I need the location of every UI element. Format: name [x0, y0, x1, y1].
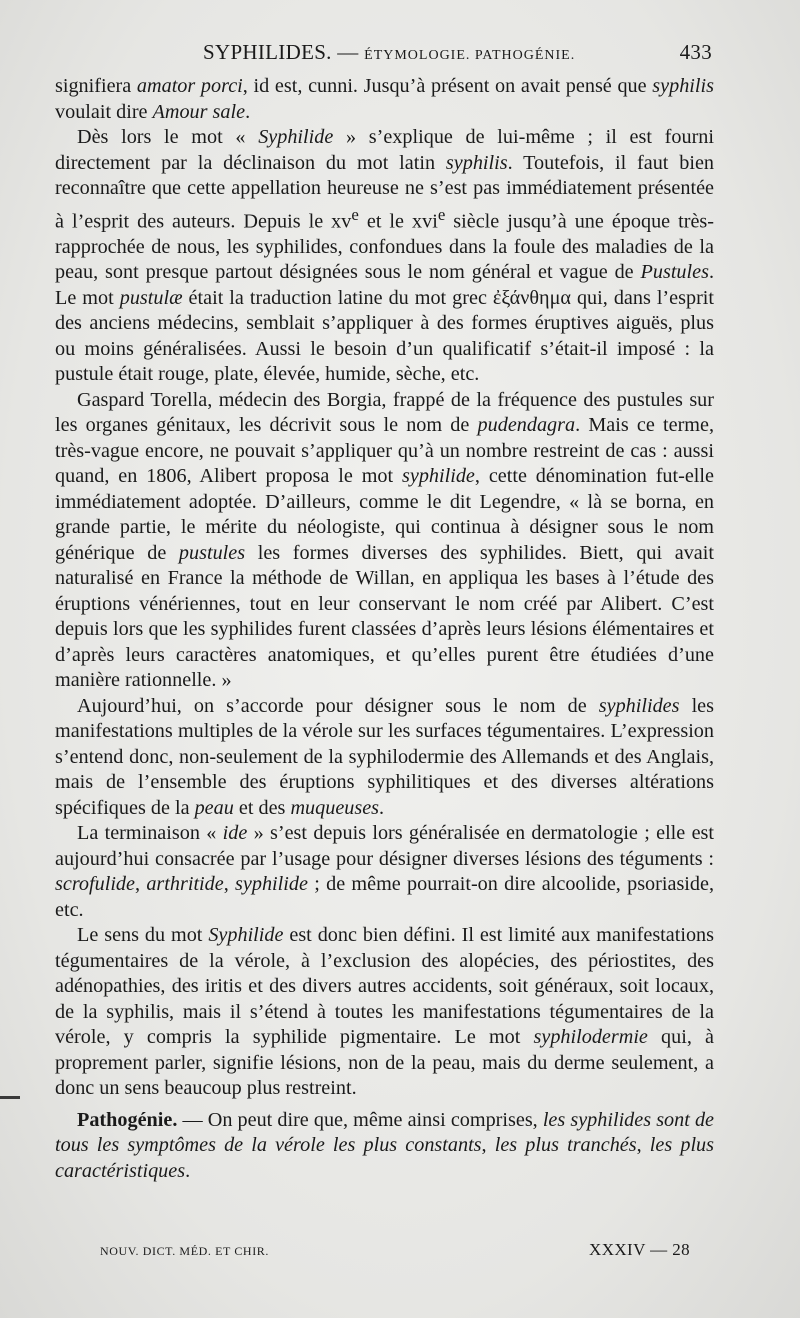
running-title-sub: ÉTYMOLOGIE. PATHOGÉNIE. [364, 48, 576, 63]
page-number: 433 [679, 40, 712, 64]
running-header [55, 40, 712, 70]
page-body [55, 74, 714, 1184]
margin-mark [0, 1096, 20, 1099]
paragraph: signifiera amator porci, id est, cunni. Jusqu’à présent on avait pensé que syphilis voulait dire Amour sale. [55, 75, 714, 123]
page-footer [100, 1240, 690, 1260]
footer-signature: XXXIV — 28 [589, 1240, 690, 1259]
footer-publication: NOUV. DICT. MÉD. ET CHIR. [100, 1244, 270, 1258]
paragraph: Gaspard Torella, médecin des Borgia, frappé de la fréquence des pustules sur les organes génitaux, les décrivit sous le nom de pudendagra. Mais ce terme, très-vague encore, ne pouvait s’appliquer qu’à un nombre restreint de cas : aussi quand, en 1806, Alibert proposa le mot syphilide, cette dénomination fut-elle immédiatement adoptée. D’ailleurs, comme le dit Legendre, « là se borna, en grande partie, le mérite du néologiste, qui continua à désigner sous le nom générique de pustules les formes diverses des syphilides. Biett, qui avait naturalisé en France la méthode de Willan, en appliqua les bases à l’étude des éruptions vénériennes, tout en leur conservant le nom créé par Alibert. C’est depuis lors que les syphilides furent classées d’après leurs lésions élémentaires et d’après leurs caractères anatomiques, et qu’elles purent être étudiées d’une manière rationnelle. » [55, 388, 714, 692]
paragraph: La terminaison « ide » s’est depuis lors généralisée en dermatologie ; elle est aujourd’hui consacrée par l’usage pour désigner diverses lésions des téguments : scrofulide, arthritide, syphilide ; de même pourrait-on dire alcoolide, psoriaside, etc. [55, 822, 715, 921]
paragraph: Dès lors le mot « Syphilide » s’explique de lui-même ; il est fourni directement par la déclinaison du mot latin syphilis. Toutefois, il faut bien reconnaître que cette appellation heureuse ne s’est pas immédiatement présentée à l’esprit des auteurs. Depuis le $xv^e$ et le xvi$^e$ siècle jusqu’à une époque très-rapprochée de nous, les syphilides, confondues dans la foule des maladies de la peau, sont presque partout désignées sous le nom général et vague de Pustules. Le mot pustulæ était la traduction latine du mot grec ἐξάνθημα qui, dans l’esprit des anciens médecins, semblait s’appliquer à des formes éruptives aiguës, plus ou moins généralisées. Aussi le besoin d’un qualificatif s’était-il imposé : la pustule était rouge, plate, élevée, humide, sèche, etc. [55, 126, 715, 386]
paragraph: Pathogénie. — On peut dire que, même ainsi comprises, les syphilides sont de tous les symptômes de la vérole les plus constants, les plus tranchés, les plus caractéristiques. [55, 1108, 715, 1182]
paragraph: Le sens du mot Syphilide est donc bien défini. Il est limité aux manifestations tégumentaires de la vérole, à l’exclusion des alopécies, des périostites, des adénopathies, des iritis et des divers autres accidents, soit généraux, soit locaux, de la syphilis, mais il s’étend à toutes les manifestations tégumentaires de la vérole, y compris la syphilide pigmentaire. Le mot syphilodermie qui, à proprement parler, signifie lésions, non de la peau, mais du derme seulement, a donc un sens beaucoup plus restreint. [55, 924, 715, 1100]
paragraph: Aujourd’hui, on s’accorde pour désigner sous le nom de syphilides les manifestations multiples de la vérole sur les surfaces tégumentaires. L’expression s’entend donc, non-seulement de la syphilodermie des Allemands et des Anglais, mais de l’ensemble des éruptions syphilitiques et des diverses altérations spécifiques de la peau et des muqueuses. [55, 694, 714, 819]
running-title [203, 40, 575, 65]
running-title-main: SYPHILIDES. — [203, 40, 365, 64]
